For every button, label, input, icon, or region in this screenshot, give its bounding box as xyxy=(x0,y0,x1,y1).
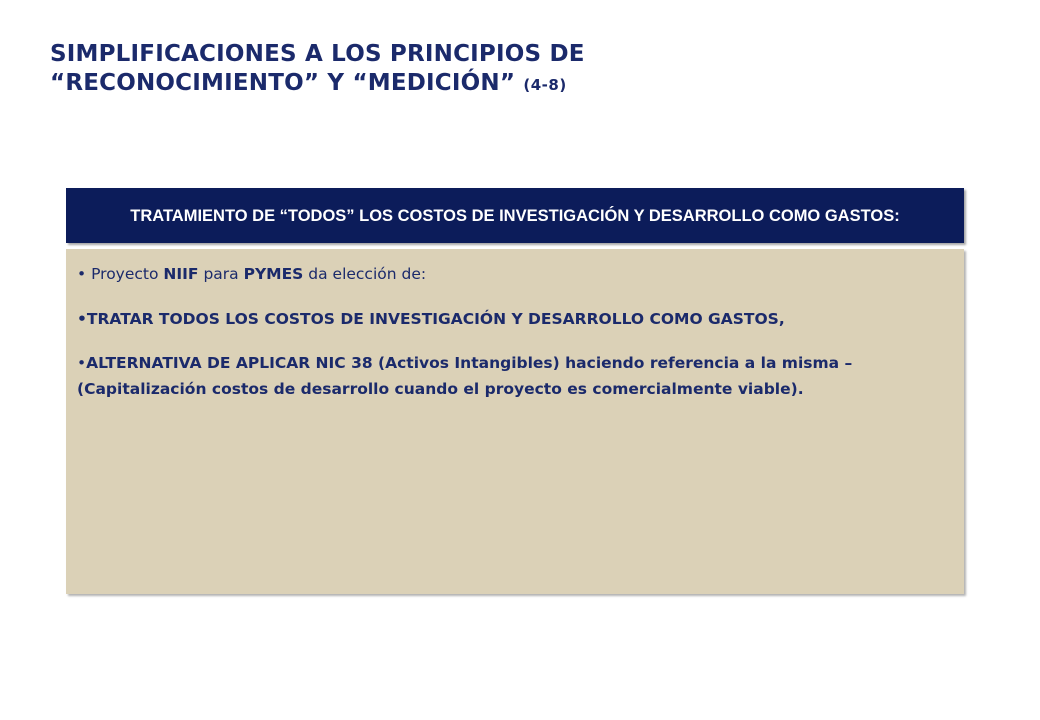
section-header-text: TRATAMIENTO DE “TODOS” LOS COSTOS DE INVESTIGACIÓN Y DESARROLLO COMO GASTOS: xyxy=(130,206,900,225)
slide-title xyxy=(50,40,870,100)
bullet: • xyxy=(77,354,87,372)
list-item-2-text: TRATAR TODOS LOS COSTOS DE INVESTIGACIÓN Y DESARROLLO COMO GASTOS, xyxy=(86,310,785,328)
list-item-1-middle: para xyxy=(198,265,244,283)
list-item-1-bold-niif: NIIF xyxy=(163,265,199,283)
slide-title-line-1: SIMPLIFICACIONES A LOS PRINCIPIOS DE xyxy=(50,41,585,67)
list-item-3-bold: ALTERNATIVA DE APLICAR NIC 38 xyxy=(86,354,373,372)
list-item-2 xyxy=(77,306,952,332)
list-item-1 xyxy=(77,261,952,287)
slide-title-line-2-text: “RECONOCIMIENTO” Y “MEDICIÓN” xyxy=(50,70,516,96)
bullet: • xyxy=(77,310,87,328)
list-item-1-bold-pymes: PYMES xyxy=(243,265,304,283)
slide-title-line-2 xyxy=(50,69,870,100)
bullet: • xyxy=(77,265,87,283)
slide-reference: (4-8) xyxy=(523,76,567,94)
list-item-3 xyxy=(77,350,952,402)
content-box xyxy=(66,249,964,594)
list-item-1-suffix: da elección de: xyxy=(303,265,427,283)
section-header-bar xyxy=(66,188,964,243)
list-item-3-rest: (Activos Intangibles) haciendo referencia a la misma – (Capitalización costos de desarrollo cuando el proyecto es comercialmente viable). xyxy=(77,354,853,398)
list-item-1-prefix: Proyecto xyxy=(91,265,164,283)
